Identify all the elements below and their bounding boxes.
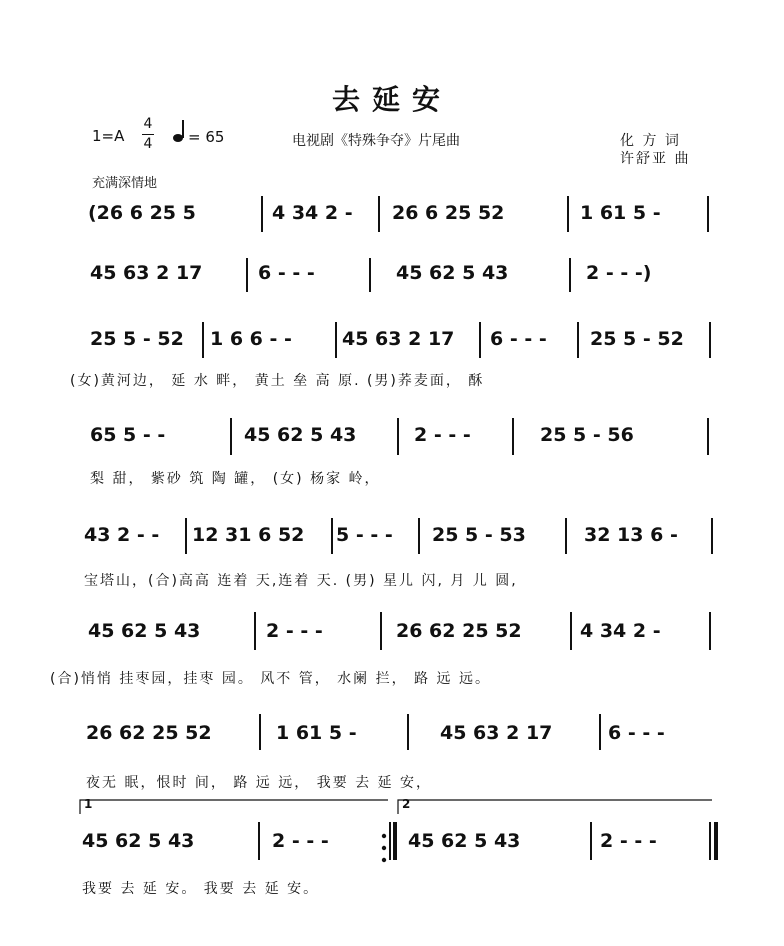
key-signature: 1=A: [92, 127, 125, 145]
volta-2: 2: [402, 797, 411, 811]
measure: 45 62 5 43: [396, 262, 509, 284]
measure: 43 2 - -: [84, 524, 160, 546]
measure: 2 - - -): [586, 262, 652, 284]
volta-brackets: [80, 800, 712, 814]
time-signature-bottom: 4: [143, 136, 153, 152]
composer-credit: 许舒亚 曲: [620, 151, 691, 167]
measure: 2 - - -: [414, 424, 471, 446]
measure: 26 62 25 52: [396, 620, 522, 642]
measure: 45 62 5 43: [82, 830, 195, 852]
subtitle: 电视剧《特殊争夺》片尾曲: [292, 133, 460, 149]
measure: 25 5 - 52: [590, 328, 684, 350]
measure: 65 5 - -: [90, 424, 166, 446]
measure: 45 63 2 17: [342, 328, 455, 350]
measure: 2 - - -: [266, 620, 323, 642]
measure: 45 63 2 17: [90, 262, 203, 284]
measure: 4 34 2 -: [272, 202, 353, 224]
volta-1: 1: [84, 797, 93, 811]
measure: 45 62 5 43: [244, 424, 357, 446]
measure: 1 61 5 -: [276, 722, 357, 744]
measure: 45 63 2 17: [440, 722, 553, 744]
measure: 2 - - -: [600, 830, 657, 852]
measure: 6 - - -: [608, 722, 665, 744]
time-signature-top: 4: [143, 116, 153, 132]
measure: 5 - - -: [336, 524, 393, 546]
lyrics-line: 夜无 眠，恨时 间， 路 远 远， 我要 去 延 安，: [86, 775, 433, 791]
measure: 12 31 6 52: [192, 524, 305, 546]
measure: 26 62 25 52: [86, 722, 212, 744]
expression-marking: 充满深情地: [92, 176, 158, 191]
measure: 26 6 25 52: [392, 202, 505, 224]
measure: 6 - - -: [258, 262, 315, 284]
lyricist-credit: 化 方 词: [620, 133, 681, 149]
lyrics-line: 我要 去 延 安。 我要 去 延 安。: [82, 881, 320, 897]
lyrics-line: 宝塔山，(合)高高 连着 天,连着 天. (男) 星儿 闪, 月 儿 圆,: [84, 573, 518, 589]
measure: 45 62 5 43: [88, 620, 201, 642]
measure: (26 6 25 5: [88, 202, 196, 224]
measure: 4 34 2 -: [580, 620, 661, 642]
measure: 25 5 - 56: [540, 424, 634, 446]
song-title: 去延安: [331, 83, 452, 116]
measure: 2 - - -: [272, 830, 329, 852]
measure: 32 13 6 -: [584, 524, 678, 546]
lyrics-line: 梨 甜， 紫砂 筑 陶 罐， (女) 杨家 岭，: [90, 471, 381, 487]
measure: 25 5 - 52: [90, 328, 184, 350]
measure: 1 6 6 - -: [210, 328, 292, 350]
lyrics-line: (女)黄河边， 延 水 畔， 黄土 垒 高 原. (男)荞麦面， 酥: [70, 373, 485, 389]
measure: 6 - - -: [490, 328, 547, 350]
measure: 1 61 5 -: [580, 202, 661, 224]
measure: 25 5 - 53: [432, 524, 526, 546]
tempo-marking: = 65: [188, 128, 225, 146]
measure: 45 62 5 43: [408, 830, 521, 852]
lyrics-line: (合)悄悄 挂枣园，挂枣 园。 风不 管， 水阑 拦， 路 远 远。: [50, 671, 491, 687]
